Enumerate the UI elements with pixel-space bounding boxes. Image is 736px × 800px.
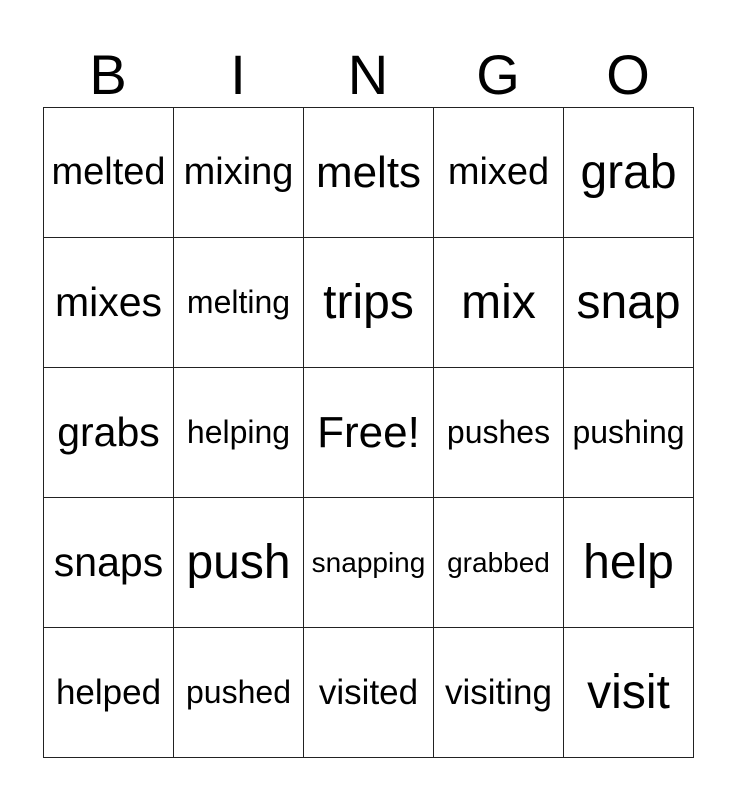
bingo-cell[interactable]: melted (44, 108, 174, 238)
bingo-cell[interactable]: pushing (564, 368, 694, 498)
bingo-header (43, 42, 693, 108)
bingo-cell[interactable]: melts (304, 108, 434, 238)
bingo-card-grid (43, 107, 694, 758)
bingo-cell[interactable]: help (564, 498, 694, 628)
bingo-cell[interactable]: mixed (434, 108, 564, 238)
bingo-cell[interactable]: grabs (44, 368, 174, 498)
bingo-cell[interactable]: visiting (434, 628, 564, 758)
bingo-cell[interactable]: mixes (44, 238, 174, 368)
header-letter-g: G (476, 43, 520, 106)
bingo-cell[interactable]: grabbed (434, 498, 564, 628)
header-letter-b: B (89, 43, 127, 106)
bingo-cell[interactable]: snap (564, 238, 694, 368)
header-letter-n: N (347, 43, 389, 106)
header-letter-i: I (230, 43, 246, 106)
free-space-cell[interactable]: Free! (304, 368, 434, 498)
bingo-cell[interactable]: push (174, 498, 304, 628)
bingo-cell[interactable]: visited (304, 628, 434, 758)
bingo-cell[interactable]: snapping (304, 498, 434, 628)
bingo-cell[interactable]: grab (564, 108, 694, 238)
bingo-cell[interactable]: mix (434, 238, 564, 368)
bingo-cell[interactable]: helped (44, 628, 174, 758)
bingo-cell[interactable]: helping (174, 368, 304, 498)
header-letter-o: O (606, 43, 650, 106)
bingo-cell[interactable]: melting (174, 238, 304, 368)
bingo-cell[interactable]: trips (304, 238, 434, 368)
bingo-cell[interactable]: pushed (174, 628, 304, 758)
bingo-cell[interactable]: pushes (434, 368, 564, 498)
bingo-cell[interactable]: mixing (174, 108, 304, 238)
bingo-cell[interactable]: visit (564, 628, 694, 758)
bingo-cell[interactable]: snaps (44, 498, 174, 628)
